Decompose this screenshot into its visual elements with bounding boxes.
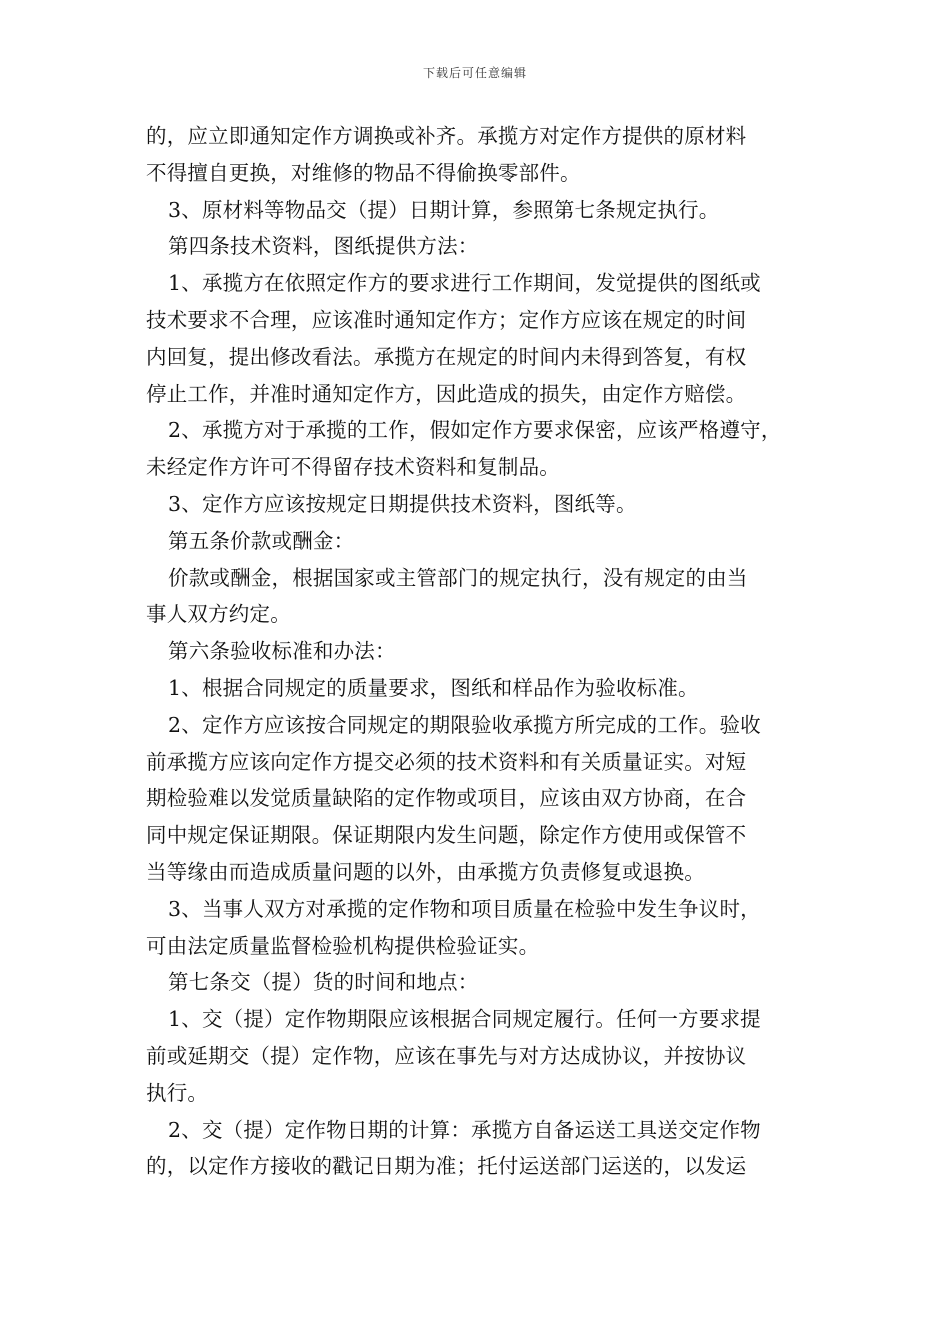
page-header: 下载后可任意编辑	[422, 66, 527, 80]
text-line: 期检验难以发觉质量缺陷的定作物或项目，应该由双方协商，在合	[146, 786, 747, 811]
text-line: 价款或酬金，根据国家或主管部门的规定执行，没有规定的由当	[168, 565, 748, 590]
text-line: 前承揽方应该向定作方提交必须的技术资料和有关质量证实。对短	[146, 749, 747, 774]
text-line: 3、定作方应该按规定日期提供技术资料，图纸等。	[168, 491, 637, 516]
text-line: 1、根据合同规定的质量要求，图纸和样品作为验收标准。	[168, 675, 699, 700]
text-line: 第七条交（提）货的时间和地点：	[168, 970, 479, 995]
text-line: 2、承揽方对于承揽的工作，假如定作方要求保密，应该严格遵守，	[168, 418, 782, 443]
text-line: 的，应立即通知定作方调换或补齐。承揽方对定作方提供的原材料	[146, 124, 747, 148]
text-line: 2、定作方应该按合同规定的期限验收承揽方所完成的工作。验收	[168, 712, 761, 737]
text-line: 1、承揽方在依照定作方的要求进行工作期间，发觉提供的图纸或	[168, 271, 761, 296]
text-line: 前或延期交（提）定作物，应该在事先与对方达成协议，并按协议	[146, 1043, 747, 1068]
text-line: 未经定作方许可不得留存技术资料和复制品。	[146, 455, 560, 480]
text-line: 1、交（提）定作物期限应该根据合同规定履行。任何一方要求提	[168, 1007, 761, 1032]
text-line: 2、交（提）定作物日期的计算：承揽方自备运送工具送交定作物	[168, 1117, 761, 1142]
text-line: 第五条价款或酬金：	[168, 528, 355, 553]
text-line: 不得擅自更换，对维修的物品不得偷换零部件。	[146, 160, 581, 185]
text-line: 的，以定作方接收的戳记日期为准；托付运送部门运送的，以发运	[146, 1154, 747, 1179]
text-line: 第六条验收标准和办法：	[168, 639, 396, 664]
text-line: 第四条技术资料，图纸提供方法：	[168, 234, 479, 259]
text-line: 执行。	[146, 1080, 209, 1105]
text-line: 停止工作，并准时通知定作方，因此造成的损失，由定作方赔偿。	[146, 381, 747, 406]
text-line: 内回复，提出修改看法。承揽方在规定的时间内未得到答复，有权	[146, 344, 747, 369]
text-line: 当等缘由而造成质量问题的以外，由承揽方负责修复或退换。	[146, 859, 705, 884]
text-line: 可由法定质量监督检验机构提供检验证实。	[146, 933, 540, 958]
text-line: 3、原材料等物品交（提）日期计算，参照第七条规定执行。	[168, 197, 720, 222]
document-body	[146, 118, 810, 1185]
text-line: 事人双方约定。	[146, 602, 291, 627]
text-line: 3、当事人双方对承揽的定作物和项目质量在检验中发生争议时，	[168, 896, 761, 921]
text-line: 技术要求不合理，应该准时通知定作方；定作方应该在规定的时间	[146, 307, 747, 332]
text-line: 同中规定保证期限。保证期限内发生问题，除定作方使用或保管不	[146, 823, 747, 848]
